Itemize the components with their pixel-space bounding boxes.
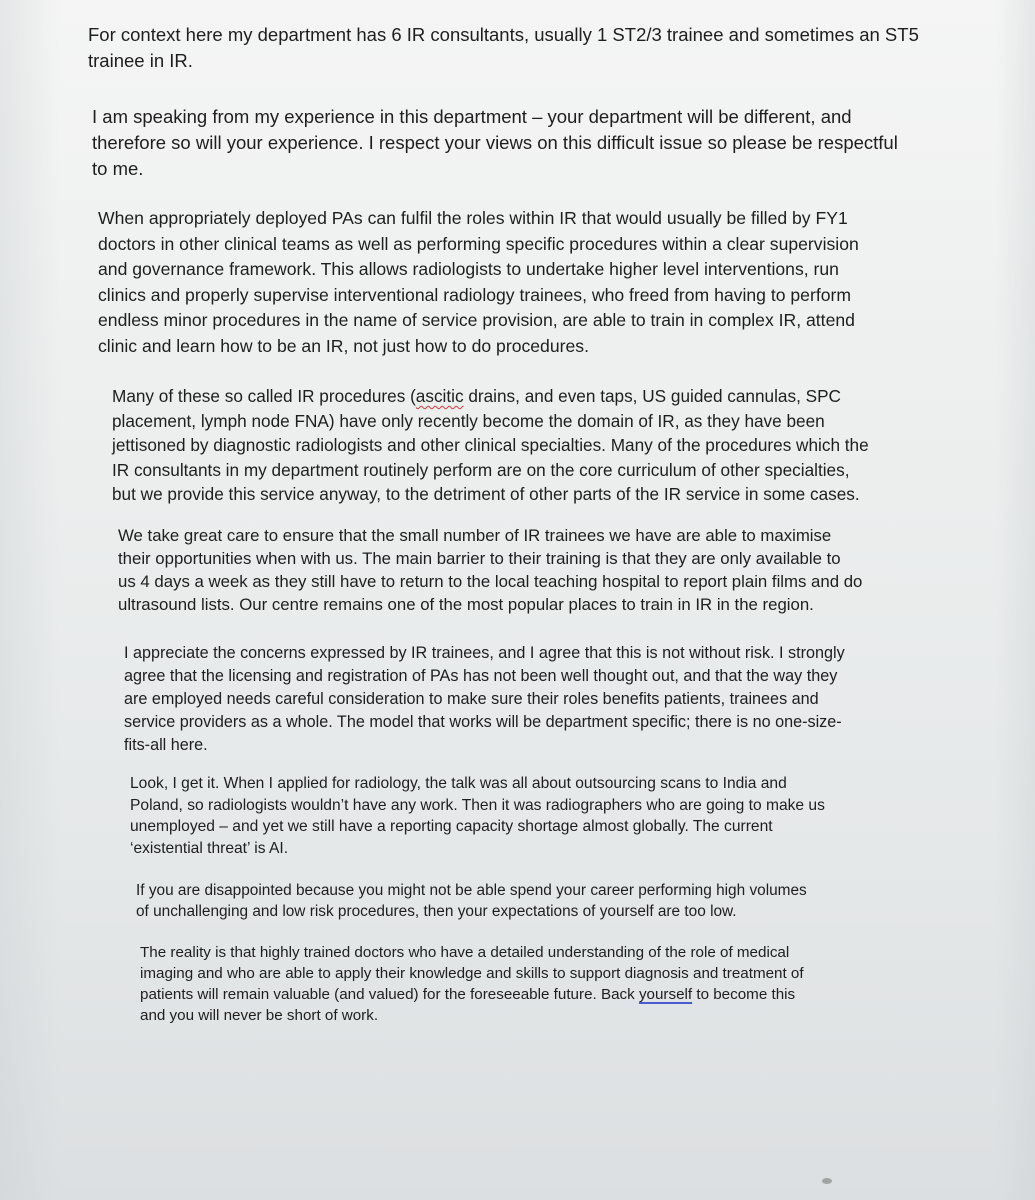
text-line: and you will never be short of work.: [140, 1007, 379, 1024]
text-line: fits-all here.: [124, 736, 208, 754]
screen-speck: [822, 1178, 832, 1184]
text-line: ultrasound lists. Our centre remains one of the most popular places to train in IR in the region.: [118, 595, 814, 614]
text-line: Look, I get it. When I applied for radiology, the talk was all about outsourcing scans to India and: [130, 775, 787, 792]
paragraph-trainees: [118, 524, 862, 616]
text-line: doctors in other clinical teams as well as performing specific procedures within a clear supervision: [98, 233, 859, 254]
text-line: are employed needs careful consideration to make sure their roles benefits patients, trainees and: [124, 690, 819, 708]
text-line: clinic and learn how to be an IR, not just how to do procedures.: [98, 335, 589, 356]
paragraph-context: [88, 22, 919, 74]
text-line: Poland, so radiologists wouldn’t have any work. Then it was radiographers who are going to make us: [130, 796, 825, 814]
text-line: We take great care to ensure that the small number of IR trainees we have are able to maximise: [118, 526, 832, 545]
text-line: IR consultants in my department routinely perform are on the core curriculum of other specialties,: [112, 459, 850, 480]
text-line: jettisoned by diagnostic radiologists and other clinical specialties. Many of the procedures which the: [112, 435, 869, 456]
text-line: of unchallenging and low risk procedures, then your expectations of yourself are too low.: [136, 903, 737, 920]
text-line: clinics and properly supervise interventional radiology trainees, who freed from having to perform: [98, 284, 852, 305]
text-line: endless minor procedures in the name of service provision, are able to train in complex IR, attend: [98, 310, 855, 331]
text-line: The reality is that highly trained doctors who have a detailed understanding of the role of medical: [140, 944, 790, 961]
text-line: imaging and who are able to apply their knowledge and skills to support diagnosis and treatment of: [140, 965, 804, 982]
grammar-marked-word: yourself: [638, 986, 693, 1003]
paragraph-disappointed: [136, 880, 807, 922]
paragraph-reality: [140, 942, 804, 1026]
text-line: their opportunities when with us. The main barrier to their training is that they are only available to: [118, 549, 841, 568]
text-line: agree that the licensing and registration of PAs has not been well thought out, and that the way they: [124, 667, 838, 685]
paragraph-experience: [92, 104, 898, 182]
text-line: If you are disappointed because you might not be able spend your career performing high volumes: [136, 882, 807, 899]
spellcheck-word: ascitic: [415, 386, 464, 406]
text-line-with-grammar-mark: patients will remain valuable (and valued) for the foreseeable future. Back yourself to become this: [140, 986, 796, 1003]
text-line-with-spellcheck: Many of these so called IR procedures (ascitic drains, and even taps, US guided cannulas, SPC: [112, 386, 841, 406]
text-line: to me.: [92, 158, 144, 179]
text-line: I am speaking from my experience in this department – your department will be different, and: [92, 106, 852, 127]
text-line: When appropriately deployed PAs can fulfil the roles within IR that would usually be filled by FY1: [98, 208, 848, 228]
text-line: unemployed – and yet we still have a reporting capacity shortage almost globally. The current: [130, 818, 773, 835]
paragraph-pa-roles: [98, 206, 859, 360]
text-line: I appreciate the concerns expressed by IR trainees, and I agree that this is not without risk. I strongly: [124, 644, 845, 662]
text-line: us 4 days a week as they still have to return to the local teaching hospital to report plain films and do: [118, 572, 863, 591]
paragraph-ir-procedures: [112, 384, 869, 507]
text-line: but we provide this service anyway, to the detriment of other parts of the IR service in some cases.: [112, 484, 860, 505]
paragraph-concerns: [124, 642, 845, 757]
paragraph-look-i-get-it: [130, 773, 825, 859]
text-line: placement, lymph node FNA) have only recently become the domain of IR, as they have been: [112, 410, 825, 431]
text-line: service providers as a whole. The model that works will be department specific; there is no one-size-: [124, 713, 842, 731]
text-line: trainee in IR.: [88, 50, 193, 71]
text-line: For context here my department has 6 IR consultants, usually 1 ST2/3 trainee and sometimes an ST5: [88, 24, 919, 45]
text-line: and governance framework. This allows radiologists to undertake higher level interventions, run: [98, 259, 839, 280]
text-line: therefore so will your experience. I respect your views on this difficult issue so please be respectful: [92, 132, 898, 153]
text-line: ‘existential threat’ is AI.: [130, 839, 289, 857]
